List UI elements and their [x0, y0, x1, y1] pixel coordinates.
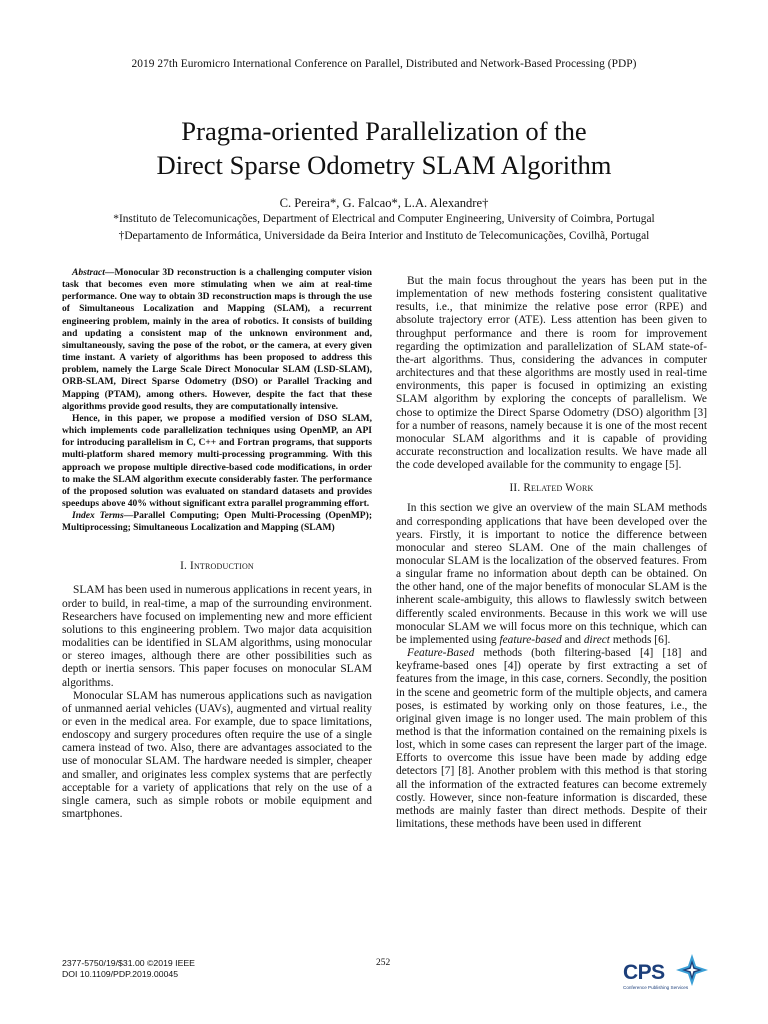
related-work-body [396, 502, 707, 831]
footer-copyright [62, 958, 195, 979]
intro-title: Introduction [190, 560, 254, 573]
conference-header: 2019 27th Euromicro International Conference on Parallel, Distributed and Network-Based Processing (PDP) [131, 58, 637, 70]
paper-title [0, 114, 768, 182]
related-p1-em-2: direct [583, 633, 610, 646]
abstract-paragraph-1 [62, 267, 372, 413]
related-p1-mid: and [561, 633, 584, 646]
related-number: II. [509, 482, 521, 495]
related-paragraph-2 [396, 647, 707, 831]
intro-number: I. [180, 560, 188, 573]
related-p1-text: In this section we give an overview of the main SLAM methods and corresponding applications that have been developed over the years. Firstly, it is important to notice the difference between monocular and stereo SLAM. One of the main challenges of monocular SLAM is the localization of the observed features. From a singular frame no information about depth can be obtained. On the other hand, one of the major benefits of monocular SLAM is the inherent scale-ambiguity, this allows to flawlessly switch between differently scaled environments. Because in this work we will use monocular SLAM we will focus more on this technique, which can be implemented using [396, 502, 707, 646]
affiliation-2: †Departamento de Informática, Universidade da Beira Interior and Instituto de Telecomunicações, Covilhã, Portugal [118, 230, 650, 242]
footer-issn: 2377-5750/19/$31.00 ©2019 IEEE [62, 958, 195, 968]
section-heading-related-work [396, 482, 707, 494]
related-p2-em: Feature-Based [407, 647, 475, 660]
abstract [62, 267, 372, 534]
section-heading-introduction [62, 560, 372, 572]
introduction-body [62, 584, 372, 821]
footer-doi: DOI 10.1109/PDP.2019.00045 [62, 968, 179, 979]
star-icon [676, 954, 708, 986]
intro-paragraph-3: But the main focus throughout the years has been put in the implementation of new methods fostering consistent qualitative results, i.e., that minimize the relative pose error (RPE) and absolute trajectory error (ATE). Less attention has been given to throughput performance and there is room for improvement regarding the optimization and parallelization of SLAM state-of-the-art algorithms. Thus, considering the advances in computer architectures and that these algorithms are mostly used in real-time environments, this paper is focused in optimizing an existing SLAM algorithm by exploring the concepts of parallelism. We chose to optimize the Direct Sparse Odometry (DSO) algorithm [3] for a number of reasons, namely because it is one of the most recent monocular SLAM algorithms and it is capable of providing accurate reconstruction and localization results. We have made all the code developed available for the community to engage [5]. [396, 275, 707, 472]
left-column [62, 267, 372, 821]
intro-paragraph-2: Monocular SLAM has numerous applications such as navigation of unmanned aerial vehicles (UAVs), augmented and virtual reality or even in the medical area. For example, due to space limitations, endoscopy and surgery procedures often require the use of a single camera instead of two. Also, there are advantages associated to the use of monocular SLAM. The hardware needed is simpler, cheaper and smaller, and originates less complex systems that are perfectly acceptable for a variety of applications that rely on the use of a single camera, such as simple robots or mobile equipment and smartphones. [62, 689, 372, 821]
related-p1-em-1: feature-based [499, 633, 562, 646]
abstract-text-1: —Monocular 3D reconstruction is a challenging computer vision task that becomes even more stimulating when we aim at real-time performance. One way to obtain 3D reconstruction maps is through the use of Simultaneous Localization and Mapping (SLAM), a recurrent engineering problem, mainly in the area of robotics. It consists of building and updating a consistent map of the unknown environment and, simultaneously, saving the pose of the robot, or the camera, at every given time instant. A variety of algorithms has been proposed to address this problem, namely the Large Scale Direct Monocular SLAM (LSD-SLAM), ORB-SLAM, Direct Sparse Odometry (DSO) or Parallel Tracking and Mapping (PTAM), among others. However, despite the fact that these algorithms provide good results, they are computationally intensive. [62, 267, 372, 412]
related-paragraph-1 [396, 502, 707, 647]
authors: C. Pereira*, G. Falcao*, L.A. Alexandre† [279, 196, 489, 210]
logo-subtitle: Conference Publishing Services [623, 985, 689, 990]
affiliation-1: *Instituto de Telecomunicações, Department of Electrical and Computer Engineering, University of Coimbra, Portugal [113, 213, 655, 225]
index-terms-lead: Index Terms [72, 510, 124, 522]
right-column [396, 275, 707, 831]
abstract-lead: Abstract [72, 267, 105, 278]
logo-text: CPS [623, 961, 665, 984]
related-p2-text: methods (both filtering-based [4] [18] and keyframe-based ones [4]) operate by first extracting a set of features from the image, in this case, corners. Secondly, the position in the scene and geometric form of the multiple objects, and camera poses, is estimated by working only on those features, i.e., the original given image is no longer used. The main problem of this method is that the information contained on the remaining pixels is lost, which in some cases can represent the larger part of the image. Efforts to overcome this issue have been made by adding edge detectors [7] [8]. Another problem with this method is that storing all the information of the extracted features can become extremely costly. However, since non-feature information is discarded, these methods are mainly faster than direct methods. Despite of their limitations, these methods have been used in different [396, 647, 707, 831]
intro-continued [396, 275, 707, 472]
title-line-1: Pragma-oriented Parallelization of the [181, 116, 587, 146]
title-line-2: Direct Sparse Odometry SLAM Algorithm [156, 150, 612, 180]
index-terms [62, 510, 372, 534]
abstract-paragraph-2: Hence, in this paper, we propose a modified version of DSO SLAM, which implements code parallelization techniques using OpenMP, an API for introducing parallelism in C, C++ and Fortran programs, that supports multi-platform shared memory multi-processing programming. With this approach we propose multiple directive-based code modifications, in order to make the SLAM algorithm execute considerably faster. The performance of the proposed solution was evaluated on standard datasets and provides speedups above 40% without significant extra parallel programming effort. [62, 412, 372, 509]
related-title: Related Work [523, 482, 594, 495]
page-number: 252 [376, 958, 391, 968]
intro-paragraph-1: SLAM has been used in numerous applications in recent years, in order to build, in real-time, a map of the surrounding environment. Researchers have focused on implementing new and more efficient solutions to this engineering problem. Two major data acquisition modalities can be identified in SLAM algorithms, using monocular or stereo images, although there are other possibilities such as depth or inertia sensors. This paper focuses on monocular SLAM algorithms. [62, 584, 372, 689]
index-terms-text: —Parallel Computing; Open Multi-Processing (OpenMP); Multiprocessing; Simultaneous Localization and Mapping (SLAM) [62, 510, 372, 534]
related-p1-end: methods [6]. [609, 633, 671, 646]
